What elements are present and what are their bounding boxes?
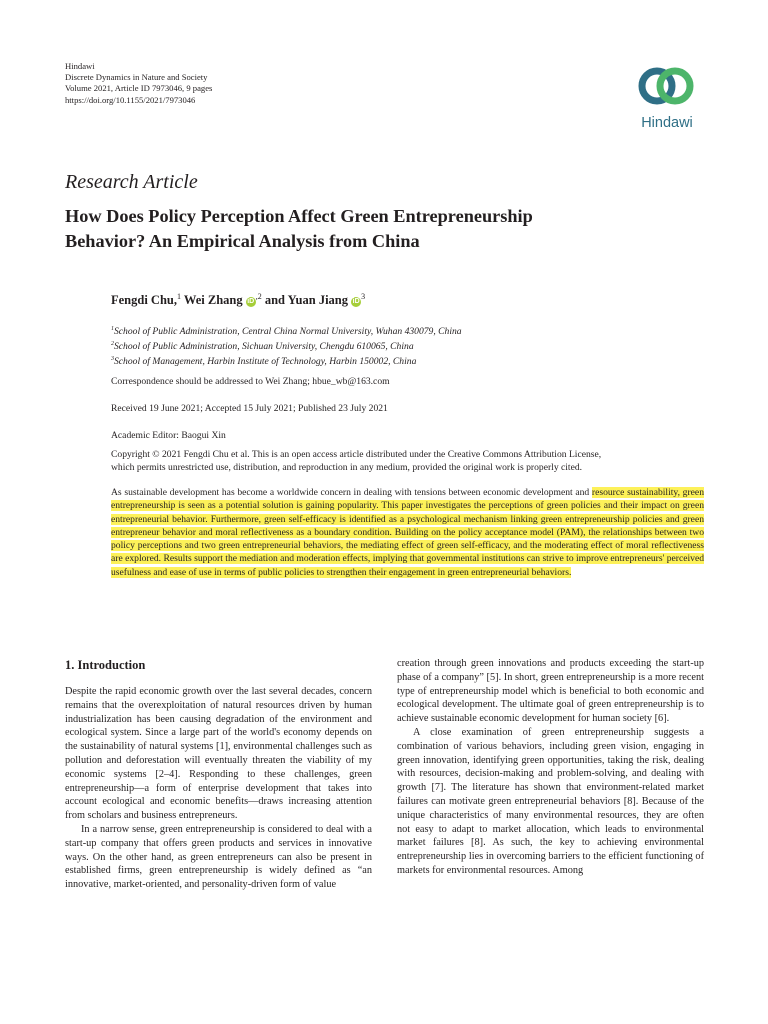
abstract-text: As sustainable development has become a worldwide concern in dealing with tensions between economic development and bbox=[111, 487, 592, 498]
title-line-2: Behavior? An Empirical Analysis from China bbox=[65, 231, 420, 251]
volume-info: Volume 2021, Article ID 7973046, 9 pages bbox=[65, 83, 213, 94]
paragraph: creation through green innovations and products exceeding the start-up phase of a company” [5]. In short, green entrepreneurship is a more recent type of entrepreneurship model which is beneficial to both economic and ecological development. The ultimate goal of green entrepreneurship is to achieve sustainable economic development for human society [6]. bbox=[397, 658, 704, 725]
article-title bbox=[65, 204, 715, 254]
paragraph: A close examination of green entrepreneurship suggests a combination of various behaviors, including green vision, engaging in green innovation, identifying green opportunities, taking the risk, dealing with resources, decision-making and problem-solving, and dealing with growth [7]. The literature has shown that environment-related market failures can motivate green entrepreneurial behaviors [8]. Because of the unique characteristics of many environmental resources, they are often not easy to adapt to market allocation, which leads to environmental market failures [8]. As such, the key to achieving environmental entrepreneurship lies in overcoming barriers to the efficient functioning of markets for environmental resources. Among bbox=[397, 726, 704, 876]
publication-dates: Received 19 June 2021; Accepted 15 July 2021; Published 23 July 2021 bbox=[111, 403, 388, 414]
affiliation-1: $^1$School of Public Administration, Central China Normal University, Wuhan 430079, China bbox=[111, 326, 462, 338]
copyright-notice: Copyright © 2021 Fengdi Chu et al. This is an open access article distributed under the Creative Commons Attribution License, which permits unrestricted use, distribution, and reproduction in any medium, provided the original work is properly cited. bbox=[111, 449, 602, 473]
affiliation-2: $^2$School of Public Administration, Sichuan University, Chengdu 610065, China bbox=[111, 341, 414, 353]
orcid-icon[interactable]: iD bbox=[247, 298, 255, 306]
title-line-1: How Does Policy Perception Affect Green Entrepreneurship bbox=[65, 206, 533, 226]
author-3: and Yuan Jiang bbox=[264, 293, 349, 308]
affiliations bbox=[111, 323, 462, 369]
academic-editor: Academic Editor: Baogui Xin bbox=[111, 430, 226, 441]
left-column bbox=[65, 685, 372, 892]
abstract bbox=[111, 486, 704, 579]
author-1: Fengdi Chu, bbox=[111, 293, 177, 308]
orcid-icon[interactable]: iD bbox=[352, 298, 360, 306]
correspondence: Correspondence should be addressed to Wei Zhang; hbue_wb@163.com bbox=[111, 376, 390, 387]
paragraph: In a narrow sense, green entrepreneurship is considered to deal with a start-up company that offers green products and services in innovative ways. On the other hand, as green entrepreneurs can also be present in established firms, green entrepreneurship is widely defined as “an innovative, market-oriented, and personality-driven form of value bbox=[65, 823, 372, 891]
journal-header bbox=[65, 61, 212, 106]
author-list: Fengdi Chu,$^1$ Wei Zhang $iD^{,2}$ and Yuan Jiang $iD^3$ bbox=[111, 292, 366, 308]
abstract-highlighted-text: resource sustainability, green entrepreneurship is seen as a potential solution is gaining popularity. This paper investigates the perceptions of green policies and their impact on green entrepreneurial behavior. Furthermore, green self-efficacy is identified as a psychological mechanism linking green entrepreneurship policies and green entrepreneur behavior and moral reflectiveness as a boundary condition. Building on the policy acceptance model (PAM), the relationships between two policy perceptions and two green entrepreneurial behaviors, the mediating effect of green self-efficacy, and the moderating effect of moral reflectiveness are explored. Results support the mediation and moderation effects, implying that governmental institutions can strive to improve entrepreneurs' perceived usefulness and ease of use in terms of public policies to strengthen their engagement in green entrepreneurial behaviors. bbox=[111, 487, 704, 578]
right-column bbox=[397, 657, 704, 878]
author-2: Wei Zhang bbox=[183, 293, 243, 308]
article-type: Research Article bbox=[65, 171, 198, 193]
journal-name: Discrete Dynamics in Nature and Society bbox=[65, 72, 208, 83]
paragraph: Despite the rapid economic growth over the last several decades, concern remains that the overexploitation of natural resources driven by human industrialization has been causing degradation of the environment and ecological system. Since a large part of the world's economy depends on the sustainability of natural systems [1], environmental challenges such as pollution and deforestation will eventually threaten the viability of my economic systems [2–4]. Responding to these challenges, green entrepreneurship—a form of enterprise development that takes into account ecological and economic benefits—draws increasing attention from scholars and business entrepreneurs. bbox=[65, 686, 372, 822]
section-heading: 1. Introduction bbox=[65, 658, 146, 672]
affiliation-3: $^3$School of Management, Harbin Institute of Technology, Harbin 150002, China bbox=[111, 356, 417, 368]
hindawi-logo-text: Hindawi bbox=[641, 115, 693, 131]
doi-link[interactable]: https://doi.org/10.1155/2021/7973046 bbox=[65, 94, 196, 105]
publisher-name: Hindawi bbox=[65, 61, 95, 71]
